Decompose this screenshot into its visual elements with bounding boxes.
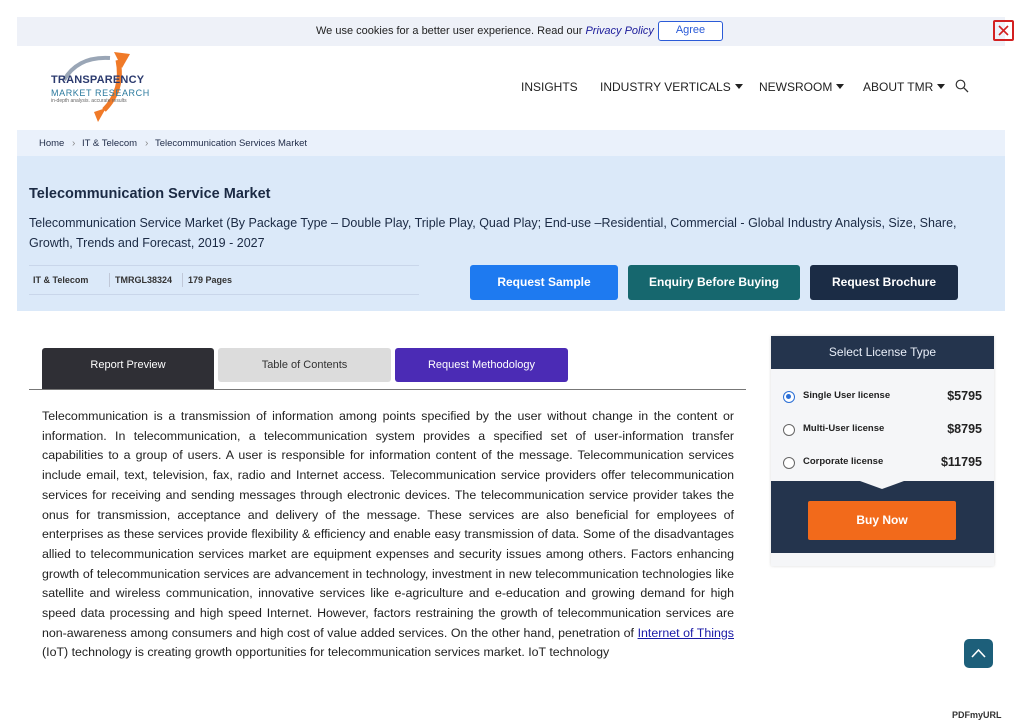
license-price: $8795 — [947, 422, 982, 436]
article-body: Telecommunication is a transmission of information among points specified by the user without change in the content or information. In telecommunication, a telecommunication system provides a specified set of user-information transfer capabilities to a group of users. A user is responsible for information content of the message. Telecommunication services include email, text, television, fax, radio and Internet access. Telecommunication service providers offer telecommunication services for receiving and sending messages through electronic devices. The telecommunication service provider takes the onus for transmission, acceptance and delivery of the message. These services are also beneficial for employees of enterprises as these services provide flexibility & efficiency and enable easy transmission of data. Some of the disadvantages allied to telecommunication services market are equipment expenses and security issues among others. Factors enhancing growth of telecommunication services are advancement in technology, investment in new telecommunication technologies like satellite and wireless communication, innovative services like e-agriculture and e-education and growing demand for high speed data processing and high speed Internet. However, factors restraining the growth of telecommunication services are non-awareness among consumers and high cost of value added services. On the other hand, penetration of — [42, 409, 734, 640]
chevron-right-icon: › — [72, 138, 76, 149]
nav-insights[interactable]: INSIGHTS — [521, 80, 578, 94]
report-hero — [17, 156, 1005, 311]
license-price: $5795 — [947, 389, 982, 403]
license-notch — [860, 481, 904, 489]
breadcrumb — [17, 130, 1005, 156]
radio-unselected[interactable] — [783, 457, 795, 469]
license-option-corporate[interactable] — [783, 454, 983, 474]
chevron-up-icon — [971, 647, 986, 659]
report-meta — [29, 265, 419, 295]
breadcrumb-home[interactable]: Home — [39, 138, 65, 149]
radio-unselected[interactable] — [783, 424, 795, 436]
logo-swoosh-icon — [58, 50, 138, 122]
close-cookie-button[interactable] — [993, 20, 1014, 41]
meta-divider — [182, 273, 183, 287]
tab-request-methodology[interactable]: Request Methodology — [395, 348, 568, 382]
radio-selected[interactable] — [783, 391, 795, 403]
breadcrumb-category[interactable]: IT & Telecom — [82, 138, 138, 149]
caret-down-icon — [937, 84, 945, 89]
license-price: $11795 — [940, 455, 982, 469]
internet-of-things-link[interactable]: Internet of Things — [637, 625, 734, 640]
tab-table-of-contents[interactable]: Table of Contents — [218, 348, 391, 382]
request-brochure-button[interactable]: Request Brochure — [810, 265, 958, 300]
logo-line-1: TRANSPARENCY — [51, 74, 145, 86]
license-name: Multi-User license — [803, 423, 885, 434]
pdfmyurl-watermark: PDFmyURL — [952, 710, 1002, 720]
breadcrumb-current: Telecommunication Services Market — [155, 138, 308, 149]
cookie-message — [316, 25, 654, 37]
nav-newsroom[interactable] — [759, 80, 844, 94]
nav-newsroom-label: NEWSROOM — [759, 80, 833, 94]
license-name: Single User license — [803, 390, 891, 401]
buy-now-button[interactable]: Buy Now — [808, 501, 956, 540]
meta-pages: 179 Pages — [188, 275, 233, 285]
caret-down-icon — [836, 84, 844, 89]
scroll-to-top-button[interactable] — [964, 639, 993, 668]
meta-report-code: TMRGL38324 — [115, 275, 173, 285]
chevron-right-icon: › — [145, 138, 149, 149]
nav-about-tmr[interactable] — [863, 80, 945, 94]
caret-down-icon — [735, 84, 743, 89]
tmr-logo[interactable] — [50, 50, 160, 122]
logo-tagline: in-depth analysis. accurate results — [51, 98, 127, 104]
tab-report-preview[interactable]: Report Preview — [42, 348, 214, 389]
nav-industry-verticals[interactable] — [600, 80, 743, 94]
license-panel-header: Select License Type — [771, 336, 994, 369]
meta-divider — [109, 273, 110, 287]
search-icon[interactable] — [955, 79, 969, 93]
license-name: Corporate license — [803, 456, 884, 467]
article-tail: (IoT) technology is creating growth opportunities for telecommunication services market. IoT technology — [42, 645, 610, 660]
license-option-single[interactable] — [783, 388, 983, 408]
close-icon — [998, 25, 1009, 36]
license-option-multi-user[interactable] — [783, 421, 983, 441]
privacy-policy-link[interactable]: Privacy Policy — [585, 25, 654, 37]
report-preview-text — [42, 407, 734, 663]
nav-about-tmr-label: ABOUT TMR — [863, 80, 934, 94]
logo-line-2: MARKET RESEARCH — [51, 88, 150, 98]
request-sample-button[interactable]: Request Sample — [470, 265, 618, 300]
meta-category: IT & Telecom — [33, 275, 89, 285]
page-title: Telecommunication Service Market — [29, 186, 271, 202]
agree-button[interactable]: Agree — [658, 21, 723, 41]
nav-industry-verticals-label: INDUSTRY VERTICALS — [600, 80, 731, 94]
report-subtitle: Telecommunication Service Market (By Package Type – Double Play, Triple Play, Quad Play; End-use –Residential, Commercial - Global Industry Analysis, Size, Share, Growth, Trends and Forecast, 2019 - 2027 — [29, 216, 957, 250]
enquiry-before-buying-button[interactable]: Enquiry Before Buying — [628, 265, 800, 300]
tab-divider — [29, 389, 746, 390]
cookie-banner — [17, 17, 1005, 46]
cookie-text: We use cookies for a better user experience. Read our — [316, 25, 583, 37]
license-panel — [771, 336, 994, 566]
